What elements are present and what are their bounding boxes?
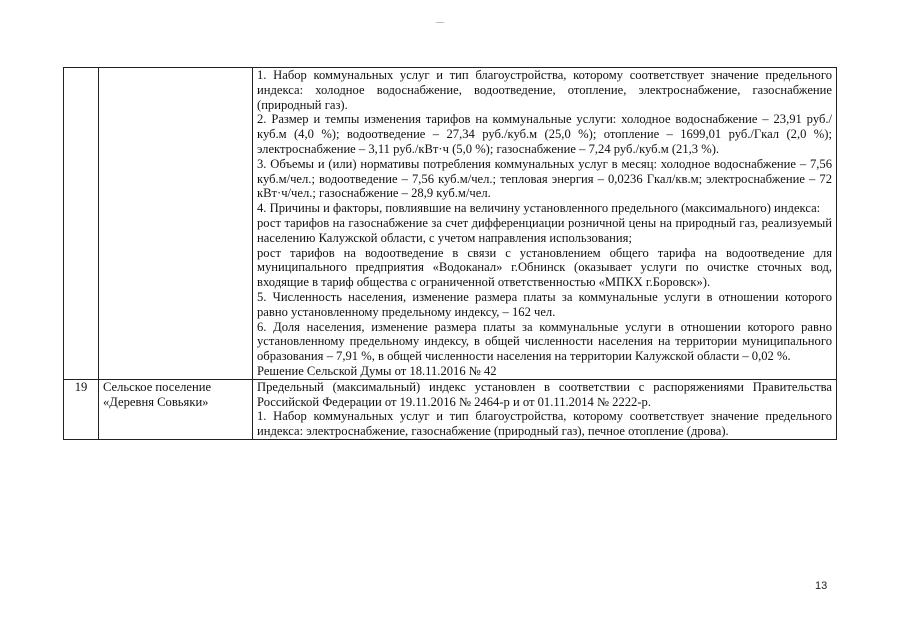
row-number-cell (64, 68, 99, 380)
table-row (64, 68, 837, 380)
paragraph: Предельный (максимальный) индекс установлен в соответствии с распоряжениями Правительства Российской Федерации от 19.11.2016 № 2464-р и от 01.11.2014 № 2222-р. (257, 379, 832, 409)
paragraph: 6. Доля населения, изменение размера платы за коммунальные услуги в отношении которого равно установленному предельному индексу, в общей численности населения на территории муниципального образования – 7,91 %, в общей численности населения на территории Калужской области – 0,02 %. (257, 319, 832, 364)
page-number: 13 (815, 580, 828, 592)
paragraph: 2. Размер и темпы изменения тарифов на коммунальные услуги: холодное водоснабжение – 23,91 руб./куб.м (4,0 %); водоотведение – 27,34 руб./куб.м (25,0 %); отопление – 1699,01 руб./Гкал (2,0 %); электроснабжение – 3,11 руб./кВт·ч (5,0 %); газоснабжение – 7,24 руб./куб.м (21,3 %). (257, 112, 832, 156)
paragraph: 3. Объемы и (или) нормативы потребления коммунальных услуг в месяц: холодное водоснабжение – 7,56 куб.м/чел.; водоотведение – 7,56 куб.м/чел.; тепловая энергия – 0,0236 Гкал/кв.м; электроснабжение – 72 кВт·ч/чел.; газоснабжение – 28,9 куб.м/чел. (257, 156, 832, 201)
scan-mark (436, 22, 444, 23)
index-details-cell (253, 379, 837, 439)
settlement-name-cell: Сельское поселение «Деревня Совьяки» (99, 379, 253, 439)
paragraph: рост тарифов на водоотведение в связи с установлением общего тарифа на водоотведение для муниципального предприятия «Водоканал» г.Обнинск (оказывает услуги по очистке сточных вод, входящие в тариф общества с ограниченной ответственностью «МПКХ г.Боровск»). (257, 245, 832, 290)
paragraph: 1. Набор коммунальных услуг и тип благоустройства, которому соответствует значение предельного индекса: холодное водоснабжение, водоотведение, отопление, электроснабжение, газоснабжение (природный газ). (257, 68, 832, 112)
settlement-name-cell (99, 68, 253, 380)
paragraph: 4. Причины и факторы, повлиявшие на величину установленного предельного (максимального) индекса: (257, 201, 821, 216)
settlements-table (63, 67, 837, 440)
paragraph: рост тарифов на газоснабжение за счет дифференциации розничной цены на природный газ, реализуемый населению Калужской области, с учетом направления использования; (257, 215, 832, 245)
paragraph: 1. Набор коммунальных услуг и тип благоустройства, которому соответствует значение предельного индекса: электроснабжение, газоснабжение (природный газ), печное отопление (дрова). (257, 409, 832, 439)
decision-reference: Решение Сельской Думы от 18.11.2016 № 42 (257, 363, 497, 378)
row-number-cell: 19 (64, 379, 99, 439)
paragraph: 5. Численность населения, изменение размера платы за коммунальные услуги в отношении которого равно установленному предельному индексу, – 162 чел. (257, 289, 832, 319)
table-row (64, 379, 837, 439)
index-details-cell (253, 68, 837, 380)
